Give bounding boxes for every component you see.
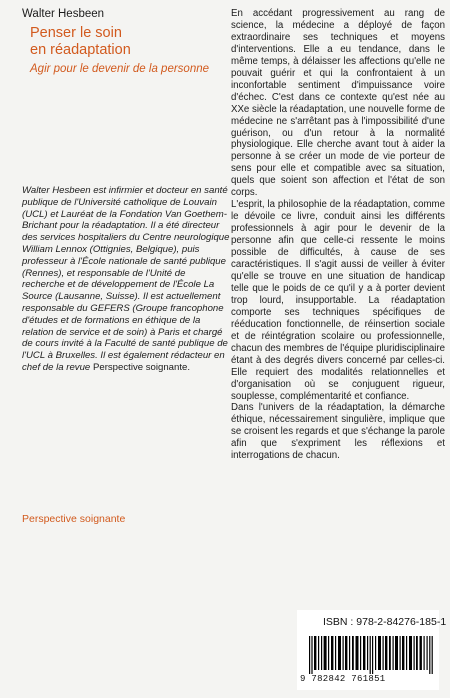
book-title [30,25,226,59]
author-name: Walter Hesbeen [22,8,105,20]
revue-name: Perspective soignante. [92,361,191,373]
barcode-panel [297,610,447,690]
author-biography-text: Walter Hesbeen est infirmier et docteur en santé publique de l'Université catholique de Louvain (UCL) et Lauréat de la Fondation Van Goethem-Brichant pour la réadaptation. Il a été directeur des services hospitaliers du Centre neurologique William Lennox (Ottignies, Belgique), puis professeur à l'École nationale de santé publique (Rennes), et responsable de l'Unité de recherche et de développement de l'École La Source (Lausanne, Suisse). Il est actuellement responsable du GEFERS (Groupe francophone d'études et de formations en éthique de la relation de service et de soin) à Paris et chargé de cours invité à la Faculté de santé publique de l'UCL à Bruxelles. Il est également rédacteur en chef de la revue [22,185,230,373]
author-biography [22,185,230,374]
collection-name: Perspective soignante [22,513,126,525]
book-subtitle: Agir pour le devenir de la personne [30,63,210,75]
isbn-label: ISBN : 978-2-84276-185-1 [323,616,447,628]
front-heading-block [8,8,226,75]
book-title-line1: Penser le soin [30,25,122,41]
barcode-icon [309,636,433,674]
description-paragraph-1: En accédant progressivement au rang de science, la médecine a déployé de façon extraordinaire ses techniques et moyens d'interventions. Elle a eu tendance, dans le même temps, à délaisser les affections qu'elle ne pouvait guérir et qui la confrontaient à un inconfortable sentiment d'impuissance voire d'échec. C'est dans ce contexte qu'est née au XXe siècle la réadaptation, une nouvelle forme de médecine ne s'arrêtant pas à l'impossibilité d'une guérison, ou d'un retour à la normalité physiologique. Elle cherche avant tout à aider la personne à se créer un mode de vie porteur de sens pour elle et compatible avec sa situation, quels que soient son affection et l'état de son corps. [231,8,445,199]
description-paragraph-3: Dans l'univers de la réadaptation, la démarche éthique, nécessairement singulière, implique que se croisent les regards et que s'échange la parole afin que s'expriment les réflexions et interrogations de chacun. [231,402,445,462]
description-paragraph-2: L'esprit, la philosophie de la réadaptation, comme le dévoile ce livre, conduit ainsi les différents professionnels à agir pour le devenir de la personne afin que celle-ci ressente le moins possible de difficultés, à cause de ses caractéristiques. Il s'agit aussi de veiller à éviter qu'elle se trouve en une situation de handicap telle que le poids de ce qu'il y a à porter devient trop lourd, insupportable. La réadaptation comporte ses techniques spécifiques de rééducation fonctionnelle, de réinsertion sociale et de réintégration scolaire ou professionnelle, chacun des membres de l'équipe pluridisciplinaire étant à des degrés divers concerné par celles-ci. Elle requiert des modalités relationnelles et d'organisation où se conjuguent rigueur, souplesse, complémentarité et confiance. [231,199,445,402]
book-title-line2: en réadaptation [30,42,131,58]
ean-digits: 9 782842 761851 [300,674,386,684]
book-description [231,8,445,462]
